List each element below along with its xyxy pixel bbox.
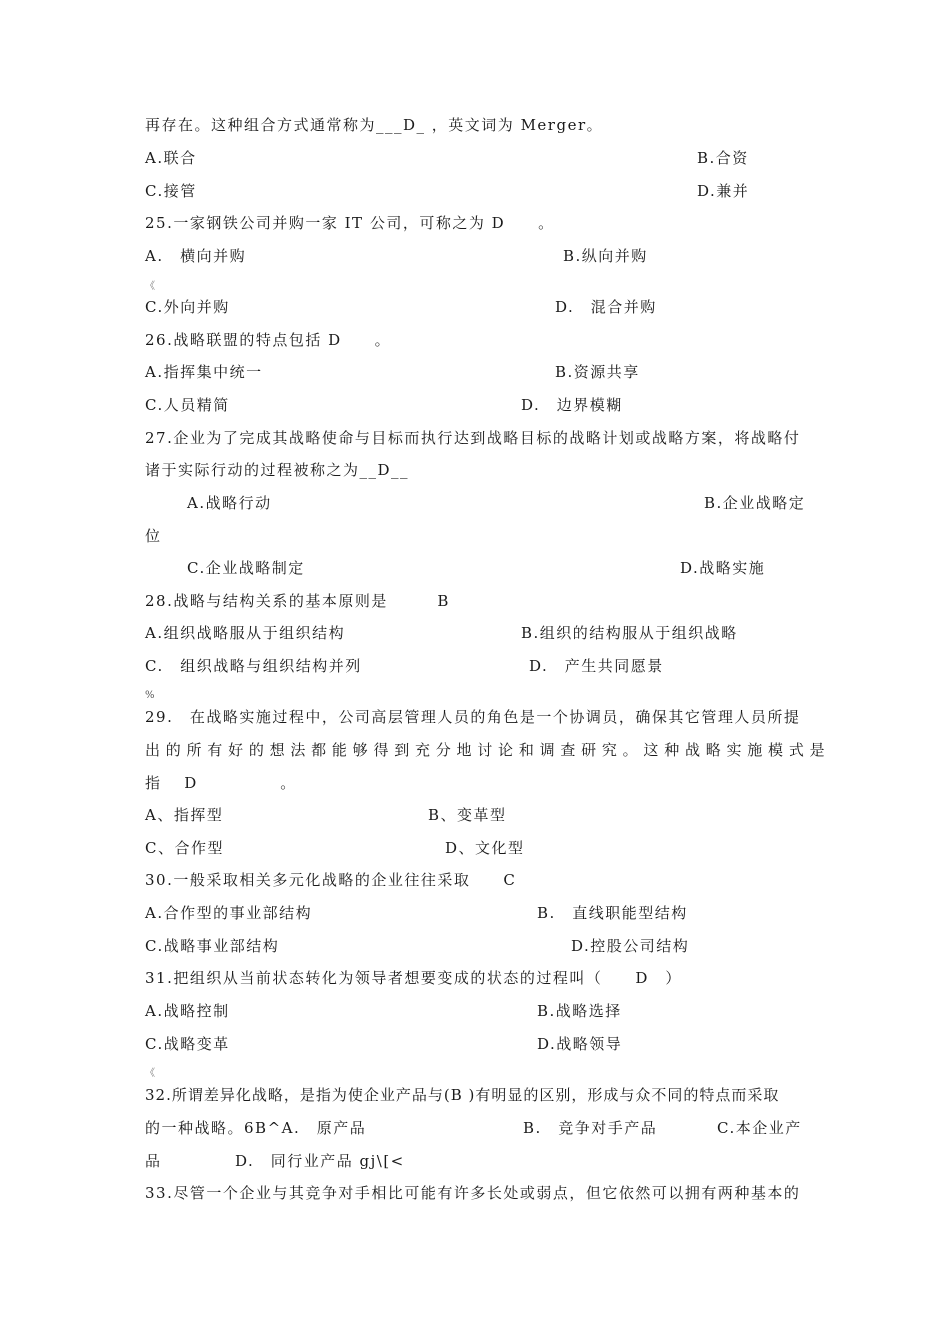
- option-c: C.外向并购: [145, 298, 230, 316]
- option-c: C. 组织战略与组织结构并列: [145, 657, 362, 675]
- option-d: D.战略实施: [680, 559, 766, 577]
- question-28: 28.战略与结构关系的基本原则是 B: [145, 592, 450, 610]
- option-c: C.本企业产: [717, 1119, 802, 1137]
- question-32: 32.所谓差异化战略，是指为使企业产品与(B )有明显的区别，形成与众不同的特点而采取: [145, 1086, 780, 1104]
- question-30: 30.一般采取相关多元化战略的企业往往采取 C: [145, 871, 517, 889]
- option-b: B.合资: [697, 149, 749, 167]
- option-d: D.控股公司结构: [571, 937, 690, 955]
- option-a: A.组织战略服从于组织结构: [145, 624, 346, 642]
- text-line: 出 的 所 有 好 的 想 法 都 能 够 得 到 充 分 地 讨 论 和 调 查 研 究 。 这 种 战 略 实 施 模 式 是: [145, 741, 826, 759]
- text-line: 诸于实际行动的过程被称之为__D__: [145, 461, 410, 479]
- option-c: C、合作型: [145, 839, 224, 857]
- option-d: D. 混合并购: [555, 298, 657, 316]
- option-b: B. 直线职能型结构: [537, 904, 688, 922]
- question-25: 25.一家钢铁公司并购一家 IT 公司，可称之为 D 。: [145, 214, 555, 232]
- option-d: D. 边界模糊: [521, 396, 623, 414]
- option-b: B.组织的结构服从于组织战略: [521, 624, 738, 642]
- option-d: D. 同行业产品 gj\[<: [235, 1152, 405, 1170]
- question-27: 27.企业为了完成其战略使命与目标而执行达到战略目标的战略计划或战略方案，将战略付: [145, 429, 801, 447]
- option-b: B.资源共享: [555, 363, 640, 381]
- option-c: C.人员精简: [145, 396, 230, 414]
- option-c: C.企业战略制定: [187, 559, 305, 577]
- option-a: A、指挥型: [145, 806, 224, 824]
- option-b: B.战略选择: [537, 1002, 622, 1020]
- question-33: 33.尽管一个企业与其竞争对手相比可能有许多长处或弱点，但它依然可以拥有两种基本的: [145, 1184, 801, 1202]
- stray-mark: 《: [145, 281, 155, 292]
- option-a: A.指挥集中统一: [145, 363, 263, 381]
- option-d: D.战略领导: [537, 1035, 623, 1053]
- option-a: A.合作型的事业部结构: [145, 904, 313, 922]
- question-29: 29. 在战略实施过程中，公司高层管理人员的角色是一个协调员，确保其它管理人员所提: [145, 708, 801, 726]
- option-b: B. 竞争对手产品: [523, 1119, 658, 1137]
- text-line: 位: [145, 527, 162, 545]
- option-c: C.战略事业部结构: [145, 937, 280, 955]
- option-a: A.战略行动: [187, 494, 272, 512]
- option-a: A.战略控制: [145, 1002, 230, 1020]
- option-d: D、文化型: [445, 839, 525, 857]
- option-a: A.联合: [145, 149, 197, 167]
- option-c: C.战略变革: [145, 1035, 230, 1053]
- text-line: 品: [145, 1152, 162, 1170]
- text-line: 指 D 。: [145, 774, 297, 792]
- option-d: D.兼并: [697, 182, 750, 200]
- question-31: 31.把组织从当前状态转化为领导者想要变成的状态的过程叫（ D ）: [145, 969, 682, 987]
- question-26: 26.战略联盟的特点包括 D 。: [145, 331, 392, 349]
- option-a: A. 横向并购: [145, 247, 247, 265]
- option-d: D. 产生共同愿景: [529, 657, 664, 675]
- option-b: B.企业战略定: [704, 494, 806, 512]
- stray-mark: 《: [145, 1068, 155, 1079]
- text-line: 再存在。这种组合方式通常称为___D_ ，英文词为 Merger。: [145, 116, 604, 134]
- text-line: 的一种战略。6B^A. 原产品: [145, 1119, 367, 1137]
- option-c: C.接管: [145, 182, 197, 200]
- option-b: B、变革型: [428, 806, 507, 824]
- stray-mark: %: [145, 690, 155, 701]
- option-b: B.纵向并购: [563, 247, 648, 265]
